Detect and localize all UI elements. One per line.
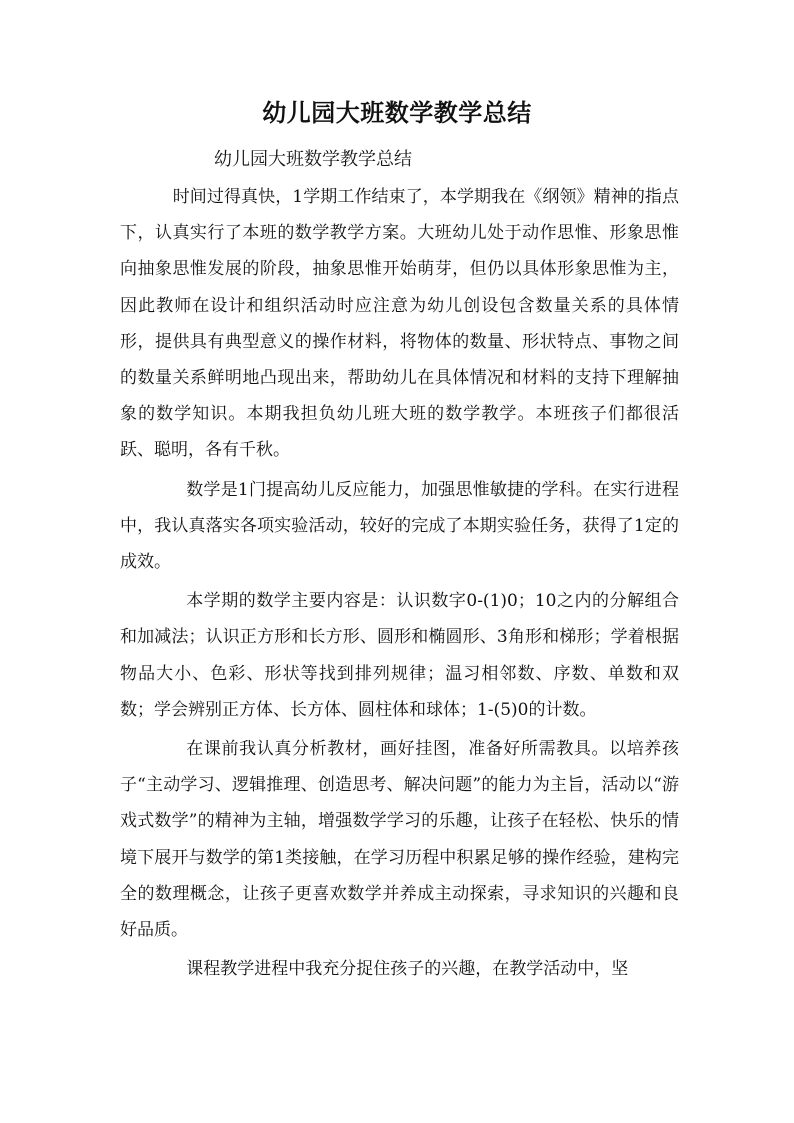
- document-subtitle: 幼儿园大班数学教学总结: [214, 149, 412, 170]
- paragraph-content: 本学期的数学主要内容是：认识数字0-(1)0；10之内的分解组合和加减法；认识正方形和长方形、圆形和椭圆形、3角形和梯形；学着根据物品大小、色彩、形状等找到排列规律；温习相邻数、序数、单数和双数；学会辨别正方体、长方体、圆柱体和球体；1-(5)0的计数。: [120, 591, 679, 720]
- paragraph-preparation: 在课前我认真分析教材，画好挂图，准备好所需教具。以培养孩子“主动学习、逻辑推理、创造思考、解决问题”的能力为主旨，活动以“游戏式数学”的精神为主轴，增强数学学习的乐趣，让孩子在轻松、快乐的情境下展开与数学的第1类接触，在学习历程中积累足够的操作经验，建构完全的数理概念，让孩子更喜欢数学并养成主动探索，寻求知识的兴趣和良好品质。: [120, 739, 679, 941]
- document-body: [120, 179, 679, 990]
- paragraph-intro: 时间过得真快，1学期工作结束了，本学期我在《纲领》精神的指点下，认真实行了本班的数学教学方案。大班幼儿处于动作思惟、形象思惟向抽象思惟发展的阶段，抽象思惟开始萌芽，但仍以具体形象思惟为主，因此教师在设计和组织活动时应注意为幼儿创设包含数量关系的具体情形，提供具有典型意义的操作材料，将物体的数量、形状特点、事物之间的数量关系鲜明地凸现出来，帮助幼儿在具体情况和材料的支持下理解抽象的数学知识。本期我担负幼儿班大班的数学教学。本班孩子们都很活跃、聪明，各有千秋。: [120, 187, 679, 461]
- paragraph-goals: 数学是1门提高幼儿反应能力，加强思惟敏捷的学科。在实行进程中，我认真落实各项实验活动，较好的完成了本期实验任务，获得了1定的成效。: [120, 479, 679, 573]
- paragraph-process: 课程教学进程中我充分捉住孩子的兴趣，在教学活动中，坚: [186, 959, 629, 980]
- document-title: 幼儿园大班数学教学总结: [262, 98, 532, 127]
